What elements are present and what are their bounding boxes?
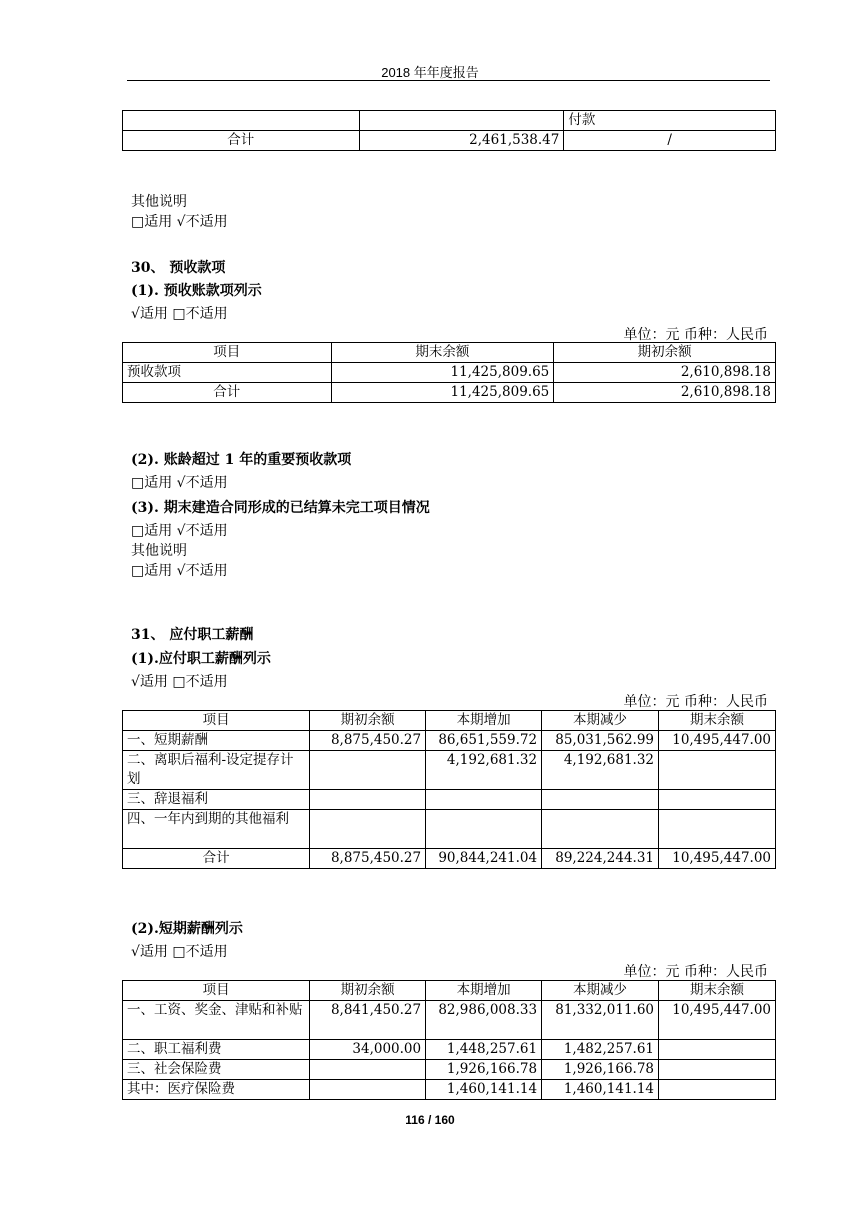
table-cell [310,790,426,810]
table-cell: 一、工资、奖金、津贴和补贴 [123,1001,310,1040]
table-cell [123,111,360,131]
page-number: 116 / 160 [405,1113,455,1127]
table-cell: 1,926,166.78 [542,1060,659,1080]
table-header-cell: 本期减少 [542,981,659,1001]
table-header-cell: 项目 [123,981,310,1001]
table-cell: 1,448,257.61 [426,1040,542,1060]
table-cell [426,790,542,810]
table-header-cell: 本期增加 [426,981,542,1001]
unit-line: 单位：元 币种：人民币 [623,327,768,343]
table-cell: 86,651,559.72 [426,731,542,751]
table-row [123,383,776,403]
table-row [123,751,776,790]
section-30-sub2-options: □适用 √不适用 [131,475,228,491]
table-cell: 合计 [123,383,332,403]
table-cell: 三、辞退福利 [123,790,310,810]
table-cell: 11,425,809.65 [331,363,554,383]
table-cell: 2,461,538.47 [359,131,564,151]
table-cell: 1,460,141.14 [426,1080,542,1100]
table-cell [542,790,659,810]
table-row [123,1080,776,1100]
table-header-cell: 项目 [123,343,332,363]
table-header-cell: 期初余额 [310,711,426,731]
table-header-row [123,981,776,1001]
table-row [123,731,776,751]
table-cell: 10,495,447.00 [659,849,776,869]
table-cell: 89,224,244.31 [542,849,659,869]
table-row [123,810,776,849]
header-rule [127,80,770,81]
payroll-payable-table [122,710,776,869]
section-30-other-options: □适用 √不适用 [131,563,228,579]
table-cell: 82,986,008.33 [426,1001,542,1040]
table-row [123,849,776,869]
table-cell [359,111,564,131]
table-cell: 2,610,898.18 [554,383,776,403]
table-header-cell: 期末余额 [659,981,776,1001]
table-cell: 一、短期薪酬 [123,731,310,751]
section-31-sub2-options: √适用 □不适用 [131,944,228,960]
section-31-sub2-title: (2).短期薪酬列示 [131,921,243,937]
table-header-cell: 项目 [123,711,310,731]
table-cell [426,810,542,849]
table-header-cell: 期末余额 [331,343,554,363]
table-cell: 2,610,898.18 [554,363,776,383]
table-cell: 1,926,166.78 [426,1060,542,1080]
table-cell [310,810,426,849]
table-cell: 四、一年内到期的其他福利 [123,810,310,849]
table-cell: 1,482,257.61 [542,1040,659,1060]
table-cell: 其中：医疗保险费 [123,1080,310,1100]
table-cell: 4,192,681.32 [542,751,659,790]
table-cell: 10,495,447.00 [659,731,776,751]
table-row [123,111,776,131]
table-cell: 预收款项 [123,363,332,383]
table-header-cell: 期初余额 [310,981,426,1001]
table-row [123,1040,776,1060]
unit-line: 单位：元 币种：人民币 [623,964,768,980]
table-header-row [123,711,776,731]
table-cell: 二、离职后福利-设定提存计划 [123,751,310,790]
table-cell [659,1060,776,1080]
table-cell: 90,844,241.04 [426,849,542,869]
unit-line: 单位：元 币种：人民币 [623,694,768,710]
section-30-heading: 30、 预收款项 [131,260,226,276]
table-header-cell: 期初余额 [554,343,776,363]
section-30-sub3-title: (3). 期末建造合同形成的已结算未完工项目情况 [131,500,430,516]
table-cell: 10,495,447.00 [659,1001,776,1040]
advance-receipts-table [122,342,776,403]
table-cell [310,1060,426,1080]
other-note-label: 其他说明 [131,194,187,210]
table-cell: 合计 [123,131,360,151]
table-cell [659,790,776,810]
table-cell: 8,875,450.27 [310,731,426,751]
table-cell: 8,875,450.27 [310,849,426,869]
table-cell: 81,332,011.60 [542,1001,659,1040]
table-header-cell: 本期减少 [542,711,659,731]
section-30-sub1-options: √适用 □不适用 [131,306,228,322]
table-cell [659,810,776,849]
section-31-sub1-options: √适用 □不适用 [131,674,228,690]
table-row [123,1001,776,1040]
table-cell: 85,031,562.99 [542,731,659,751]
table-cell: 34,000.00 [310,1040,426,1060]
table-cell: 11,425,809.65 [331,383,554,403]
top-table [122,110,776,151]
section-31-heading: 31、 应付职工薪酬 [131,627,254,643]
table-header-cell: 本期增加 [426,711,542,731]
table-row [123,131,776,151]
table-cell: 二、职工福利费 [123,1040,310,1060]
table-cell [659,1040,776,1060]
table-cell: 付款 [564,111,776,131]
table-cell: / [564,131,776,151]
table-cell [542,810,659,849]
table-cell: 合计 [123,849,310,869]
short-term-pay-table [122,980,776,1100]
table-row [123,790,776,810]
table-cell: 三、社会保险费 [123,1060,310,1080]
table-cell [310,751,426,790]
section-30-sub3-options: □适用 √不适用 [131,523,228,539]
table-cell [659,1080,776,1100]
section-30-sub1-title: (1). 预收账款项列示 [131,283,262,299]
section-31-sub1-title: (1).应付职工薪酬列示 [131,651,271,667]
section-30-other-label: 其他说明 [131,543,187,559]
table-row [123,1060,776,1080]
table-header-cell: 期末余额 [659,711,776,731]
table-cell: 8,841,450.27 [310,1001,426,1040]
table-header-row [123,343,776,363]
table-cell [659,751,776,790]
table-cell: 4,192,681.32 [426,751,542,790]
table-row [123,363,776,383]
other-note-options: □适用 √不适用 [131,214,228,230]
table-cell [310,1080,426,1100]
page-header: 2018 年年度报告 [381,65,479,80]
section-30-sub2-title: (2). 账龄超过 1 年的重要预收款项 [131,452,352,468]
table-cell: 1,460,141.14 [542,1080,659,1100]
